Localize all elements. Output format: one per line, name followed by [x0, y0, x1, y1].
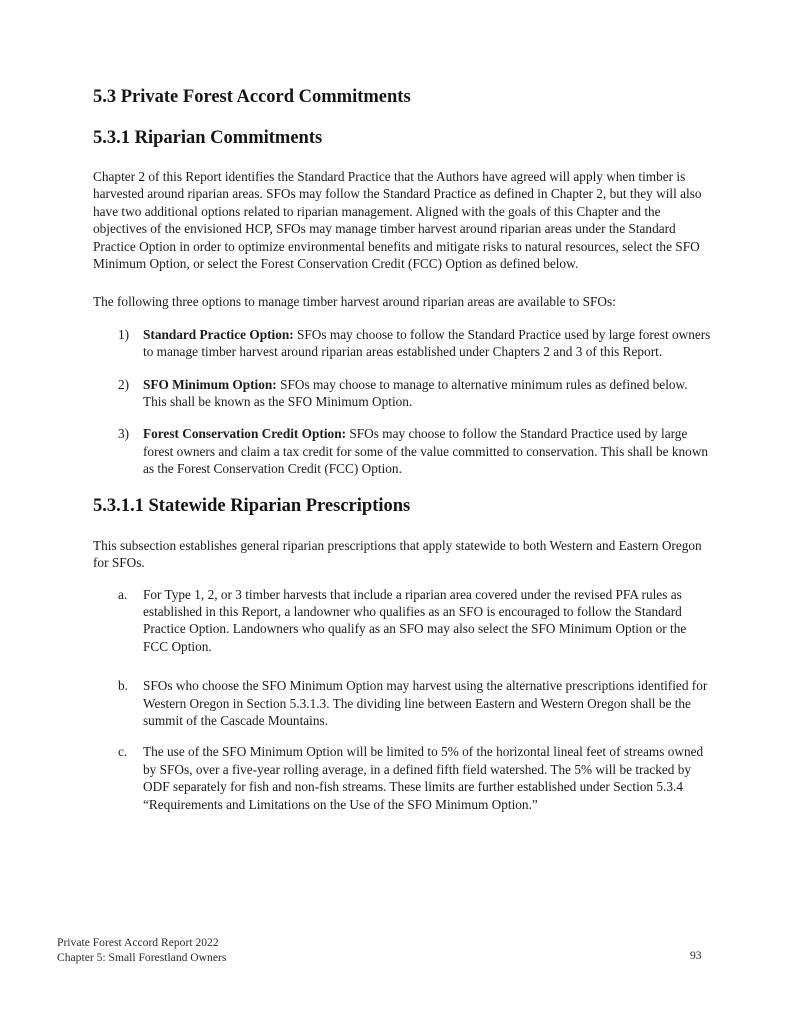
option-text: SFOs may choose to follow the Standard Practice used by large forest owners and claim a tax credit for some of the value committed to conservation. This shall be known as the Forest Conservation Credit (FCC) Option. [143, 426, 709, 477]
item-text: SFOs who choose the SFO Minimum Option may harvest using the alternative prescriptions identified for Western Oregon in Section 5.3.1.3. The dividing line between Eastern and Western Oregon shall be the summit of the Cascade Mountains. [143, 678, 708, 728]
page-number: 93 [690, 949, 702, 962]
option-text: SFOs may choose to manage to alternative minimum rules as defined below. This shall be known as the SFO Minimum Option. [143, 376, 688, 410]
statewide-paragraph: This subsection establishes general riparian prescriptions that apply statewide to both Western and Eastern Oregon for SFOs. [93, 537, 702, 571]
option-title: SFO Minimum Option: [143, 376, 277, 392]
list-number: 2) [118, 376, 130, 392]
list-letter: c. [118, 744, 128, 760]
numbered-option-2 [93, 376, 711, 411]
lettered-item-b [93, 677, 711, 729]
list-number: 3) [118, 426, 130, 442]
option-text: SFOs may choose to follow the Standard Practice used by large forest owners to manage timber harvest around riparian areas established under Chapters 2 and 3 of this Report. [143, 326, 711, 360]
subsection-heading: 5.3.1 Riparian Commitments [93, 128, 323, 148]
list-letter: b. [118, 678, 128, 694]
option-title: Standard Practice Option: [143, 326, 294, 342]
item-text: The use of the SFO Minimum Option will be limited to 5% of the horizontal lineal feet of streams owned by SFOs, over a five-year rolling average, in a defined fifth field watershed. The 5% will be tracked by ODF separately for fish and non-fish streams. These limits are further established under Section 5.3.4 “Requirements and Limitations on the Use of the SFO Minimum Option.” [143, 744, 704, 812]
lettered-item-a [93, 586, 711, 656]
numbered-option-3 [93, 425, 711, 477]
list-letter: a. [118, 586, 128, 602]
lettered-item-c [93, 743, 711, 813]
page-content [93, 0, 711, 813]
footer-report-title: Private Forest Accord Report 2022 [57, 936, 219, 949]
item-text: For Type 1, 2, or 3 timber harvests that include a riparian area covered under the revised PFA rules as established in this Report, a landowner who qualifies as an SFO is encouraged to follow the Standard Practice Option. Landowners who qualify as an SFO may also select the SFO Minimum Option or the FCC Option. [143, 586, 687, 654]
numbered-options-list [93, 326, 711, 478]
page-footer [57, 936, 226, 965]
numbered-option-1 [93, 326, 711, 361]
options-intro-paragraph: The following three options to manage timber harvest around riparian areas are available to SFOs: [93, 294, 616, 310]
section-heading: 5.3 Private Forest Accord Commitments [93, 87, 411, 107]
footer-chapter-title: Chapter 5: Small Forestland Owners [57, 950, 227, 964]
subsubsection-heading: 5.3.1.1 Statewide Riparian Prescriptions [93, 495, 411, 516]
intro-paragraph: Chapter 2 of this Report identifies the Standard Practice that the Authors have agreed will apply when timber is harvested around riparian areas. SFOs may follow the Standard Practice as defined in Chapter 2, but they will also have two additional options related to riparian management. Aligned with the goals of this Chapter and the objectives of the envisioned HCP, SFOs may manage timber harvest around riparian areas under the Standard Practice Option in order to optimize environmental benefits and mitigate risks to natural resources, select the SFO Minimum Option, or select the Forest Conservation Credit (FCC) Option as defined below. [93, 169, 702, 272]
option-title: Forest Conservation Credit Option: [143, 426, 347, 442]
lettered-items-list [93, 586, 711, 813]
list-number: 1) [118, 326, 130, 342]
